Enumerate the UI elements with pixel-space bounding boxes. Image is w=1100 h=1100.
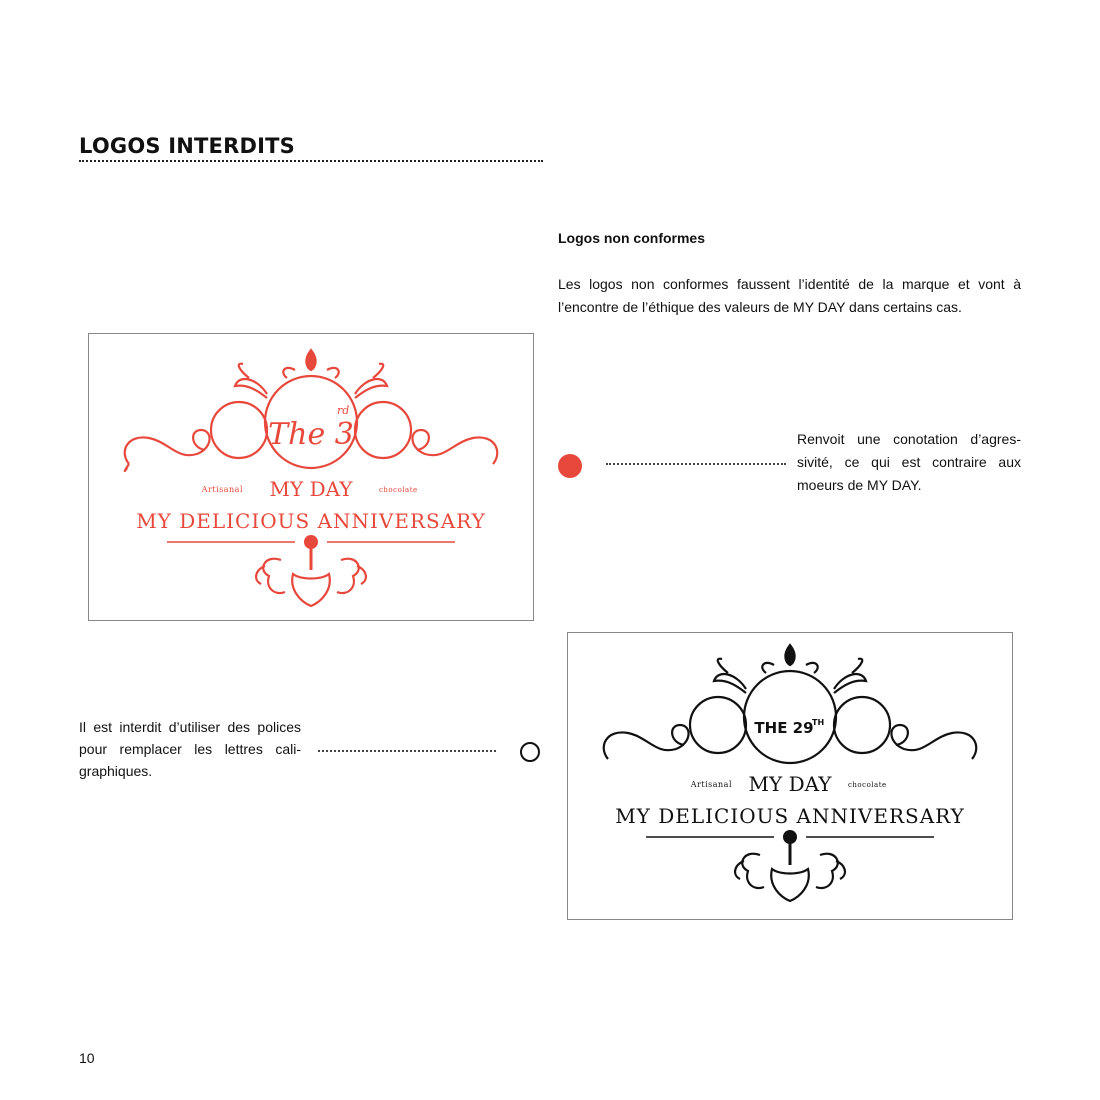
- logo-black-badge-suffix: TH: [812, 718, 825, 727]
- logo-black-badge: THE 29: [754, 719, 814, 737]
- logo-black-example: [567, 632, 1013, 920]
- hollow-bullet-icon: [520, 742, 540, 762]
- font-warning-note: Il est interdit d’utiliser des polices pour remplacer les lettres cali- graphiques.: [79, 719, 301, 779]
- dotted-leader: [606, 463, 786, 465]
- logo-black-tagline: MY DELICIOUS ANNIVERSARY: [615, 804, 965, 828]
- title-divider: [79, 160, 543, 162]
- logo-black-graphic: [568, 633, 1012, 919]
- color-warning-note: Renvoit une conotation d’agres- sivité, ce qui est contraire aux moeurs de MY DAY.: [797, 431, 1021, 493]
- intro-paragraph: Les logos non conformes faussent l’identité de la marque et vont à l’encontre de l’éthique des valeurs de MY DAY dans certains cas.: [558, 276, 1021, 315]
- logo-red-tagline: MY DELICIOUS ANNIVERSARY: [136, 509, 486, 533]
- logo-black-brand: MY DAY: [748, 772, 832, 796]
- page-number: 10: [79, 1050, 95, 1066]
- page-title: LOGOS INTERDITS: [79, 134, 295, 158]
- section-subheading: Logos non conformes: [558, 230, 705, 246]
- dotted-leader: [318, 750, 496, 752]
- logo-red-brand: MY DAY: [269, 477, 353, 501]
- logo-red-graphic: [89, 334, 533, 620]
- logo-red-left-tag: Artisanal: [201, 485, 243, 494]
- logo-red-badge-suffix: rd: [337, 404, 350, 417]
- logo-red-badge: The 3: [268, 417, 354, 452]
- red-bullet-icon: [558, 454, 582, 478]
- logo-red-example: [88, 333, 534, 621]
- logo-black-right-tag: chocolate: [848, 781, 887, 789]
- logo-black-left-tag: Artisanal: [690, 780, 732, 789]
- logo-red-right-tag: chocolate: [379, 486, 418, 494]
